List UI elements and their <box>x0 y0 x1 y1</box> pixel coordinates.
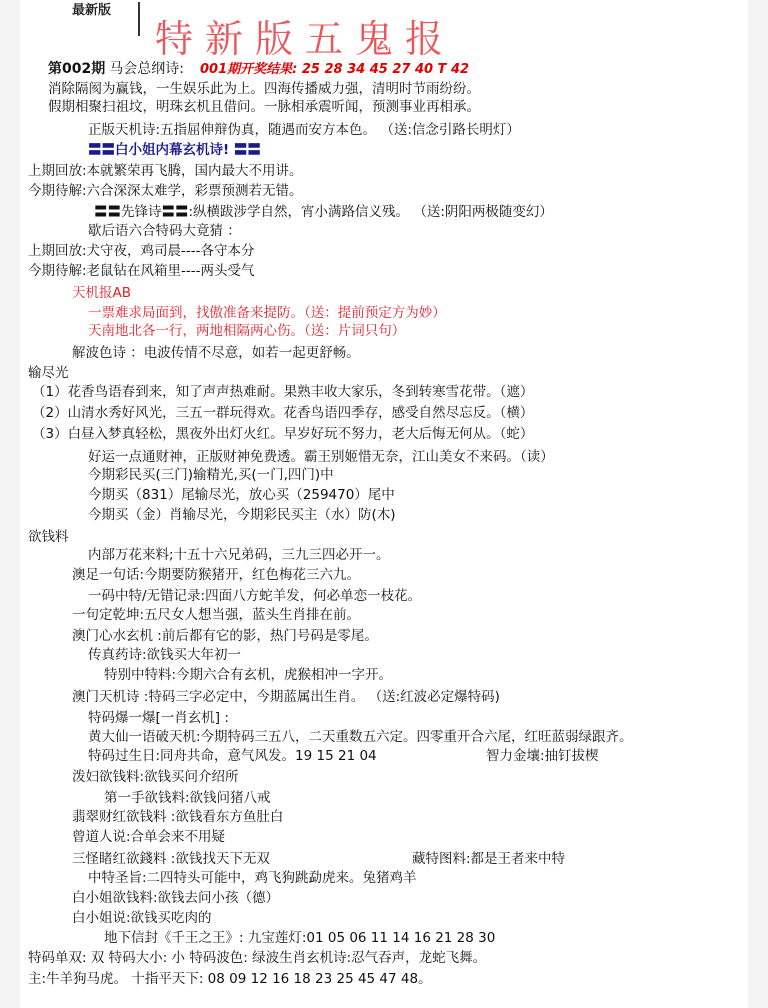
text-line: 特别中特料:今期六合有玄机，虎猴相冲一字开。 <box>104 667 393 683</box>
text-line: 特码单双: 双 特码大小: 小 特码波色: 绿波生肖玄机诗:忍气吞声，龙蛇飞舞。 <box>28 950 487 966</box>
page-edge-right <box>748 0 768 1008</box>
text-line: 特码爆一爆[一肖玄机] : <box>88 710 229 726</box>
text-line: 白小姐欲钱料:欲钱去问小孩（德） <box>72 890 280 906</box>
text-line: 正版天机诗:五指屈伸辩伪真，随遇而安方本色。 （送:信念引路长明灯） <box>88 122 520 138</box>
page-title: 特新版五鬼报 <box>155 17 456 61</box>
text-line: 假期相聚扫祖坟，明珠玄机且借问。一脉相承震听闻，预测事业再相承。 <box>48 99 480 115</box>
section-heading: 〓〓白小姐内幕玄机诗! 〓〓 <box>88 142 261 158</box>
page-edge-left <box>0 0 20 1008</box>
text-line: 今期待解:老鼠钻在风箱里----两头受气 <box>28 263 255 279</box>
text-line: 三怪睹红欲錢料 :欲钱找天下无双 <box>72 851 270 867</box>
text-line: 〓〓先锋诗〓〓:纵横跋涉学自然，宵小满路信义残。 （送:阴阳两极随变幻） <box>94 204 553 220</box>
text-line: 黄大仙一语破天机:今期特码三五八，二天重数五六定。四零重开合六尾，红旺蓝弱绿跟齐。 <box>88 729 633 745</box>
text-line: 地下信封《千王之王》: 九宝莲灯:01 05 06 11 14 16 21 28 30 <box>104 930 496 946</box>
text-line: 今期买（831）尾输尽光，放心买（259470）尾中 <box>88 487 395 503</box>
section-heading: 歇后语六合特码大竟猜 ： <box>88 223 241 239</box>
text-line: （1）花香鸟语春到来，知了声声热难耐。果熟丰收大家乐，冬到转寒雪花带。（遮） <box>32 384 534 400</box>
text-line: 今期买（金）肖输尽光，今期彩民买主（水）防(木) <box>88 507 396 523</box>
text-line: （3）白昼入梦真轻松，黑夜外出灯火红。早岁好玩不努力，老大后悔无何从。（蛇） <box>32 426 534 442</box>
text-line: 解波色诗 ：电波传情不尽意，如若一起更舒畅。 <box>72 345 360 361</box>
header-separator <box>138 2 140 36</box>
text-line: 主:牛羊狗马虎。 十指平天下: 08 09 12 16 18 23 25 45 47 48。 <box>28 971 432 987</box>
text-line: 传真药诗:欲钱买大年初一 <box>88 647 242 663</box>
text-line: 消除隔阂为赢钱，一生娱乐此为上。四海传播威力强，清明时节雨纷纷。 <box>48 81 480 97</box>
text-line: 天南地北各一行，两地相隔两心伤。（送：片词只句） <box>88 323 406 339</box>
text-line: 好运一点通财神，正版财神免费透。霸王别姬惜无奈，江山美女不来码。（读） <box>88 449 554 465</box>
text-line: （2）山清水秀好风光，三五一群玩得欢。花香鸟语四季存，感受自然尽忘反。（横） <box>32 405 534 421</box>
text-line: 泼妇欲钱料:欲钱买问介绍所 <box>72 769 239 785</box>
text-line: 上期回放:本就繁荣再飞腾，国内最大不用讲。 <box>28 163 303 179</box>
text-line: 智力金壤:抽钉拔楔 <box>486 748 599 764</box>
lottery-result: 001期开奖结果: 25 28 34 45 27 40 T 42 <box>200 62 470 77</box>
section-heading: 天机报AB <box>72 285 131 301</box>
text-line: 一码中特/无错记录:四面八方蛇羊发，何必单恋一枝花。 <box>88 588 422 604</box>
section-heading: 欲钱料 <box>28 529 69 545</box>
text-line: 澳足一句话:今期要防猴猪开，红色梅花三六九。 <box>72 567 361 583</box>
issue-line <box>48 60 184 78</box>
text-line: 澳门天机诗 :特码三字必定中，今期蓝属出生肖。 （送:红波必定爆特码) <box>72 689 500 705</box>
edition-label: 最新版 <box>72 3 112 18</box>
text-line: 上期回放:犬守夜，鸡司晨----各守本分 <box>28 243 255 259</box>
section-heading: 输尽光 <box>28 365 69 381</box>
text-line: 曾道人说:合单会来不用疑 <box>72 829 226 845</box>
text-line: 今期待解:六合深深太难学，彩票预测若无错。 <box>28 183 303 199</box>
text-line: 内部万花来料;十五十六兄弟码，三九三四必开一。 <box>88 547 390 563</box>
text-line: 中特圣旨:二四特头可能中，鸡飞狗跳勐虎来。兔猪鸡羊 <box>88 870 417 886</box>
text-line: 一句定乾坤:五尺女人想当强，蓝头生肖排在前。 <box>72 607 361 623</box>
text-line: 白小姐说:欲钱买吃肉的 <box>72 910 212 926</box>
poem-label: 马会总纲诗: <box>109 61 184 77</box>
text-line: 第一手欲钱料:欲钱问猪八戒 <box>104 790 271 806</box>
text-line: 澳门心水玄机 :前后都有它的影，热门号码是零尾。 <box>72 628 378 644</box>
text-line: 翡翠财红欲钱料 :欲钱看东方鱼肚白 <box>72 809 284 825</box>
text-line: 今期彩民买(三门)输精光,买(一门,四门)中 <box>88 467 334 483</box>
text-line: 藏特图料:都是王者来中特 <box>412 851 566 867</box>
text-line: 特码过生日:同舟共命，意气风发。19 15 21 04 <box>88 748 377 764</box>
issue-number: 第002期 <box>48 61 106 77</box>
text-line: 一票难求局面到，找傲准备来提防。（送：提前预定方为妙） <box>88 305 446 321</box>
